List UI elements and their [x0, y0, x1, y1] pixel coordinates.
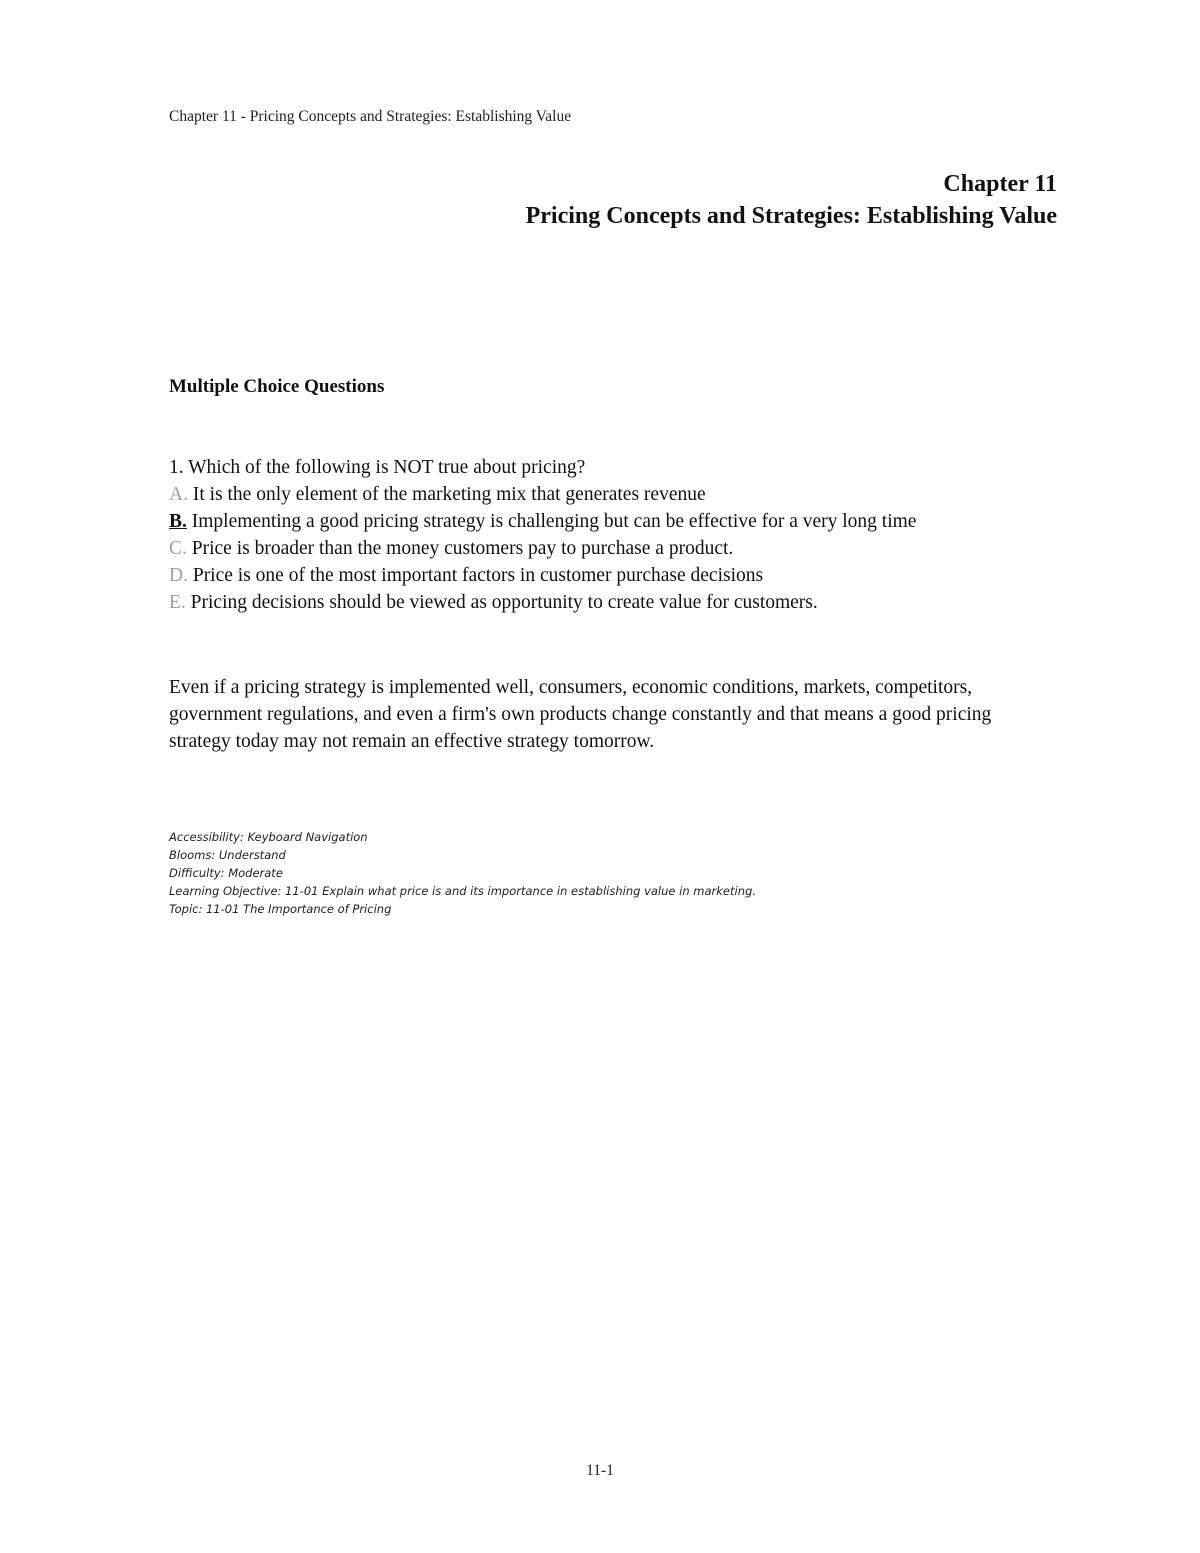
- section-heading: Multiple Choice Questions: [169, 376, 385, 397]
- option-text: Price is broader than the money customers pay to purchase a product.: [186, 538, 734, 559]
- answer-explanation: Even if a pricing strategy is implemented well, consumers, economic conditions, markets, competitors, government regulations, and even a firm's own products change constantly and that means a good pricing strategy today may not remain an effective strategy tomorrow.: [169, 677, 992, 752]
- blooms-tag: Blooms: Understand: [169, 848, 286, 862]
- accessibility-tag: Accessibility: Keyboard Navigation: [169, 830, 368, 844]
- chapter-title: Pricing Concepts and Strategies: Establishing Value: [525, 203, 1057, 229]
- option-a: [169, 481, 1039, 508]
- difficulty-tag: Difficulty: Moderate: [169, 866, 283, 880]
- question-block: [169, 454, 1039, 616]
- option-d: [169, 562, 1039, 589]
- option-text: It is the only element of the marketing mix that generates revenue: [187, 484, 706, 505]
- chapter-title-block: [526, 168, 1057, 232]
- question-metadata: [169, 828, 756, 918]
- option-c: [169, 535, 1039, 562]
- option-letter: D.: [169, 565, 188, 586]
- option-e: [169, 589, 1039, 616]
- page-number: 11-1: [586, 1462, 614, 1479]
- option-text: Pricing decisions should be viewed as opportunity to create value for customers.: [185, 592, 818, 613]
- option-letter: A.: [169, 484, 188, 505]
- learning-objective-tag: Learning Objective: 11-01 Explain what price is and its importance in establishing value in marketing.: [169, 884, 756, 898]
- option-text: Implementing a good pricing strategy is challenging but can be effective for a very long time: [186, 511, 917, 532]
- option-letter: E.: [169, 592, 186, 613]
- option-letter: C.: [169, 538, 187, 559]
- option-letter-correct: B.: [169, 511, 187, 532]
- chapter-number: Chapter 11: [943, 171, 1057, 197]
- option-b: [169, 508, 1039, 535]
- topic-tag: Topic: 11-01 The Importance of Pricing: [169, 902, 392, 916]
- running-header: Chapter 11 - Pricing Concepts and Strategies: Establishing Value: [169, 108, 572, 125]
- question-stem: 1. Which of the following is NOT true about pricing?: [169, 457, 586, 478]
- option-text: Price is one of the most important factors in customer purchase decisions: [187, 565, 764, 586]
